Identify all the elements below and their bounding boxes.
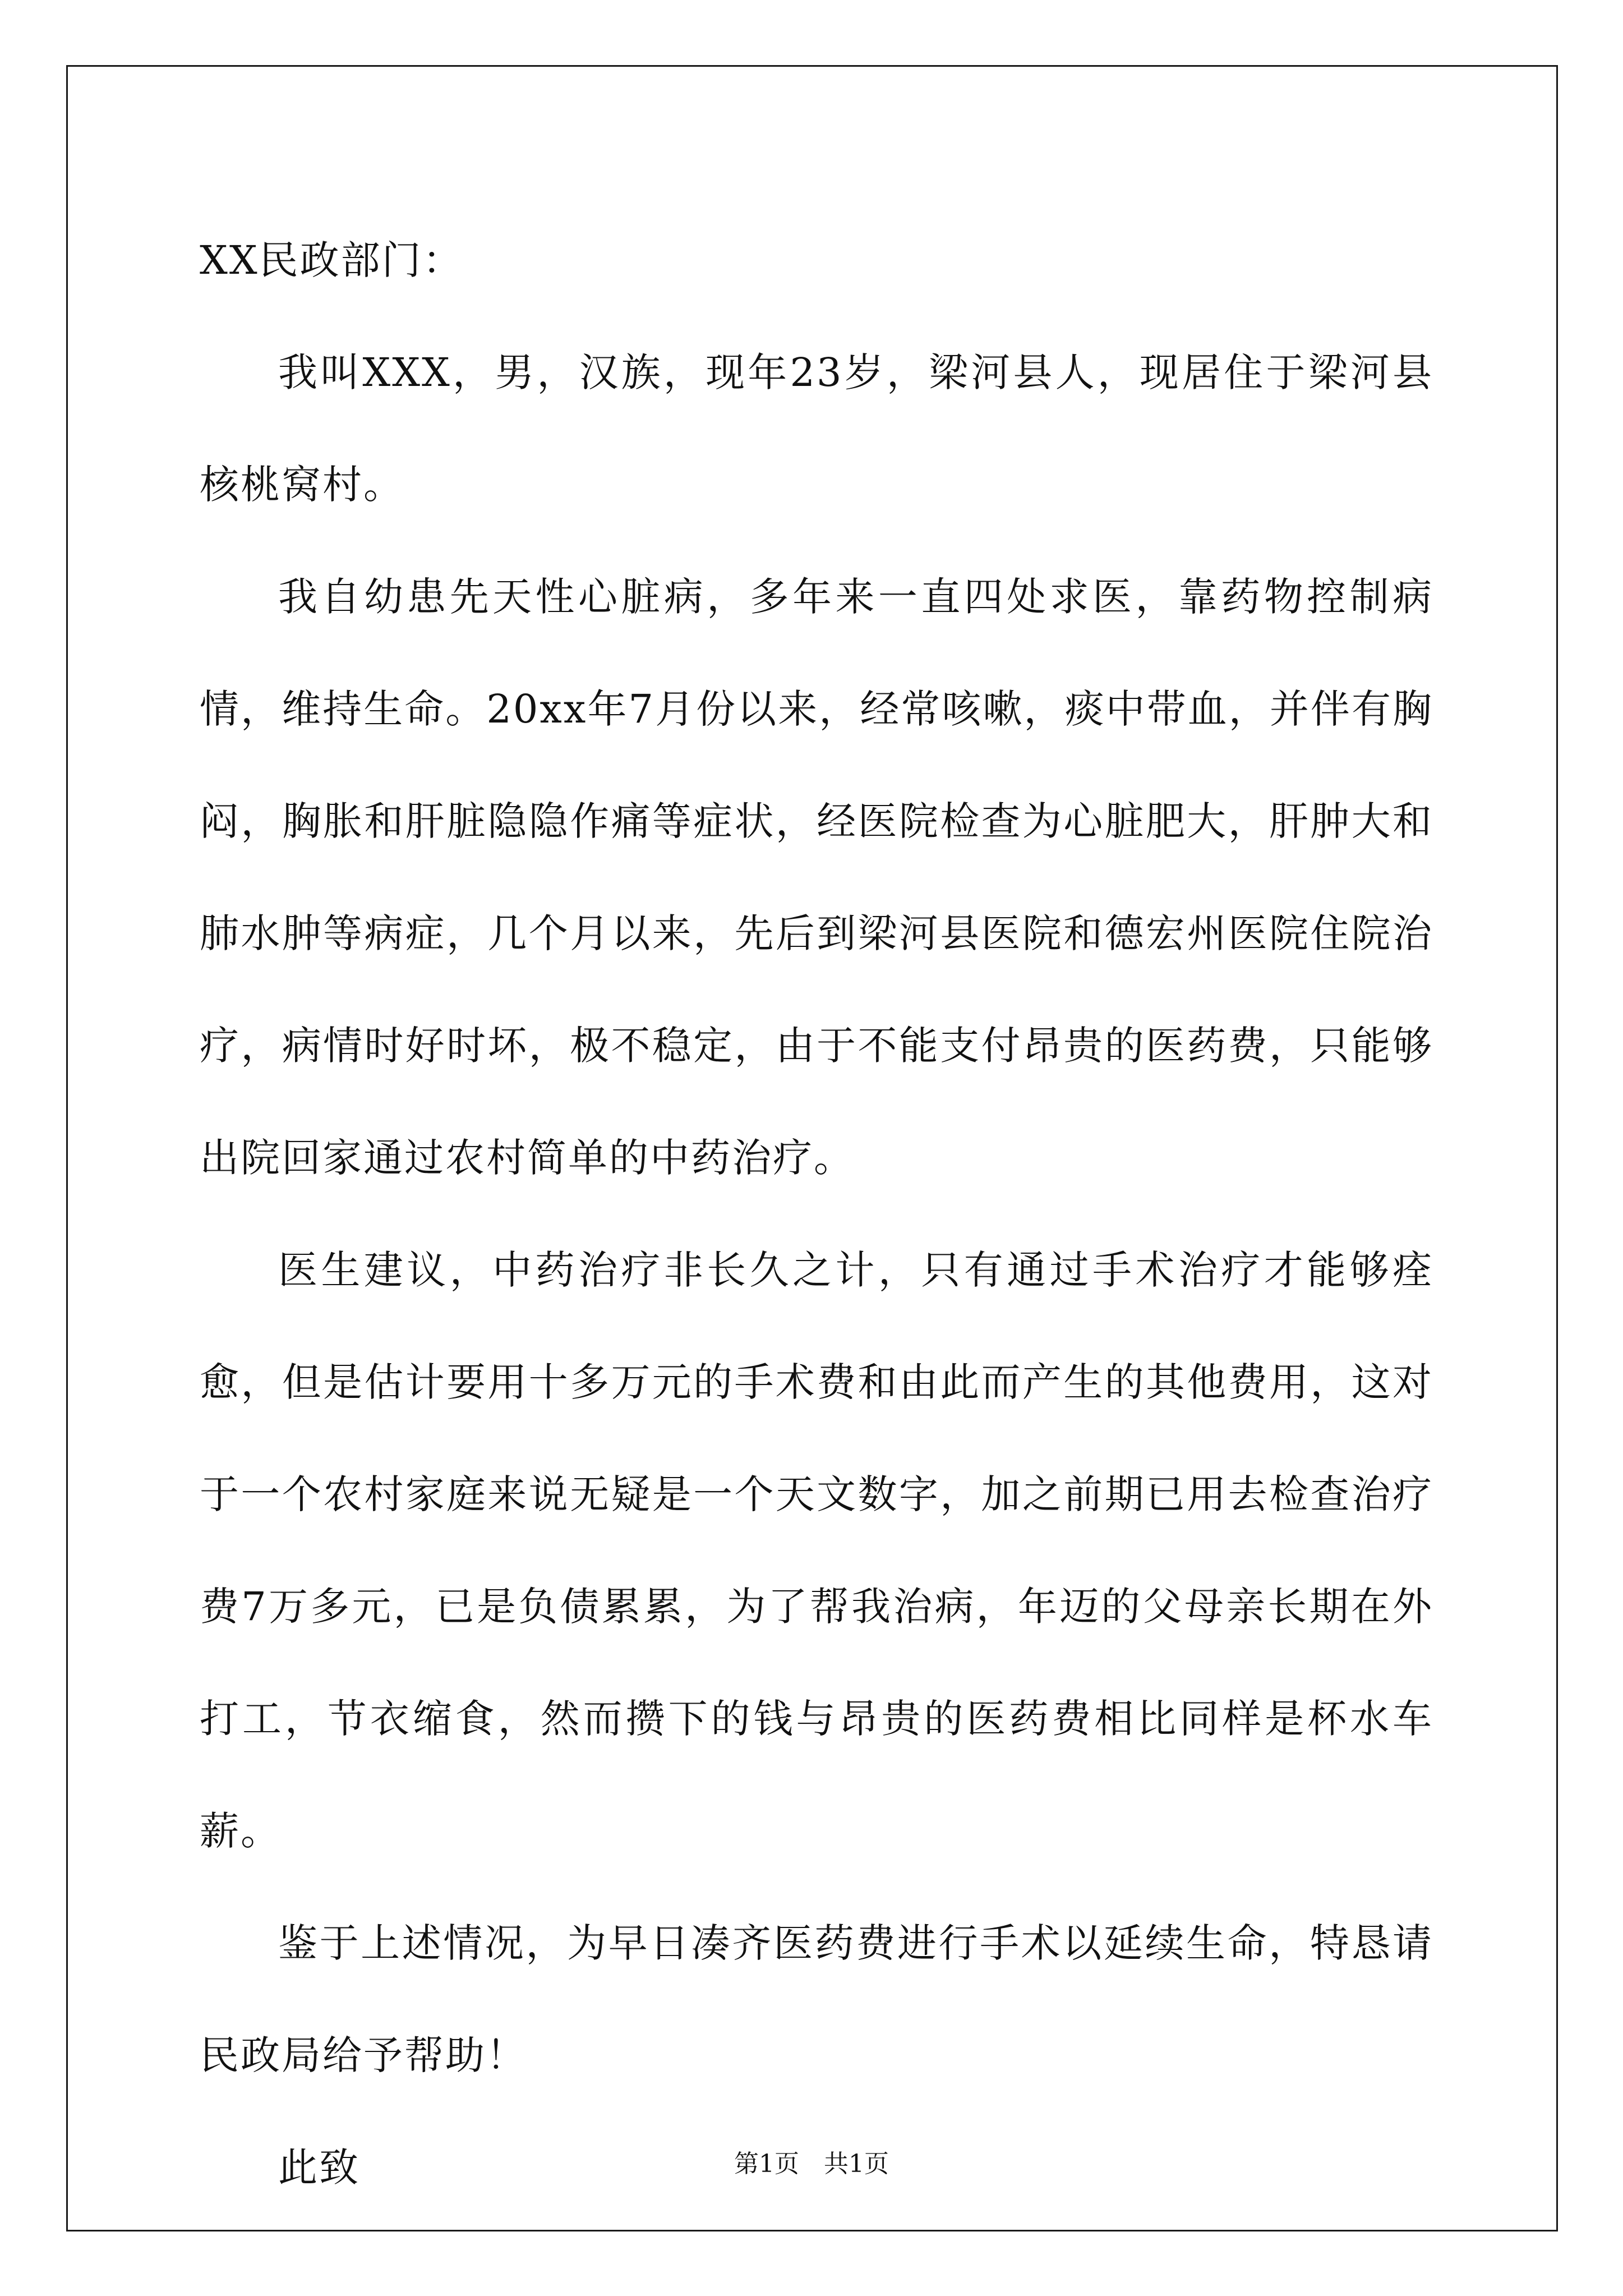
salutation: XX民政部门： (200, 237, 464, 283)
paragraph-introduction: 我叫XXX，男，汉族，现年23岁，梁河县人，现居住于梁河县核桃窝村。 (200, 349, 1433, 508)
closing-salutation: 此致 (278, 2145, 360, 2191)
page-number-footer: 第1页 共1页 (734, 2150, 889, 2178)
letter-body (200, 204, 1433, 2224)
paragraph-financial-hardship: 医生建议，中药治疗非长久之计，只有通过手术治疗才能够痊愈，但是估计要用十多万元的手术费和由此而产生的其他费用，这对于一个农村家庭来说无疑是一个天文数字，加之前期已用去检查治疗费7万多元，已是负债累累，为了帮我治病，年迈的父母亲长期在外打工，节衣缩食，然而攒下的钱与昂贵的医药费相比同样是杯水车薪。 (200, 1247, 1433, 1854)
paragraph-request: 鉴于上述情况，为早日凑齐医药费进行手术以延续生命，特恳请民政局给予帮助！ (200, 1920, 1433, 2078)
paragraph-medical-history: 我自幼患先天性心脏病，多年来一直四处求医，靠药物控制病情，维持生命。20xx年7月份以来，经常咳嗽，痰中带血，并伴有胸闷，胸胀和肝脏隐隐作痛等症状，经医院检查为心脏肥大，肝肿大和肺水肿等病症，几个月以来，先后到梁河县医院和德宏州医院住院治疗，病情时好时坏，极不稳定，由于不能支付昂贵的医药费，只能够出院回家通过农村简单的中药治疗。 (200, 574, 1433, 1181)
